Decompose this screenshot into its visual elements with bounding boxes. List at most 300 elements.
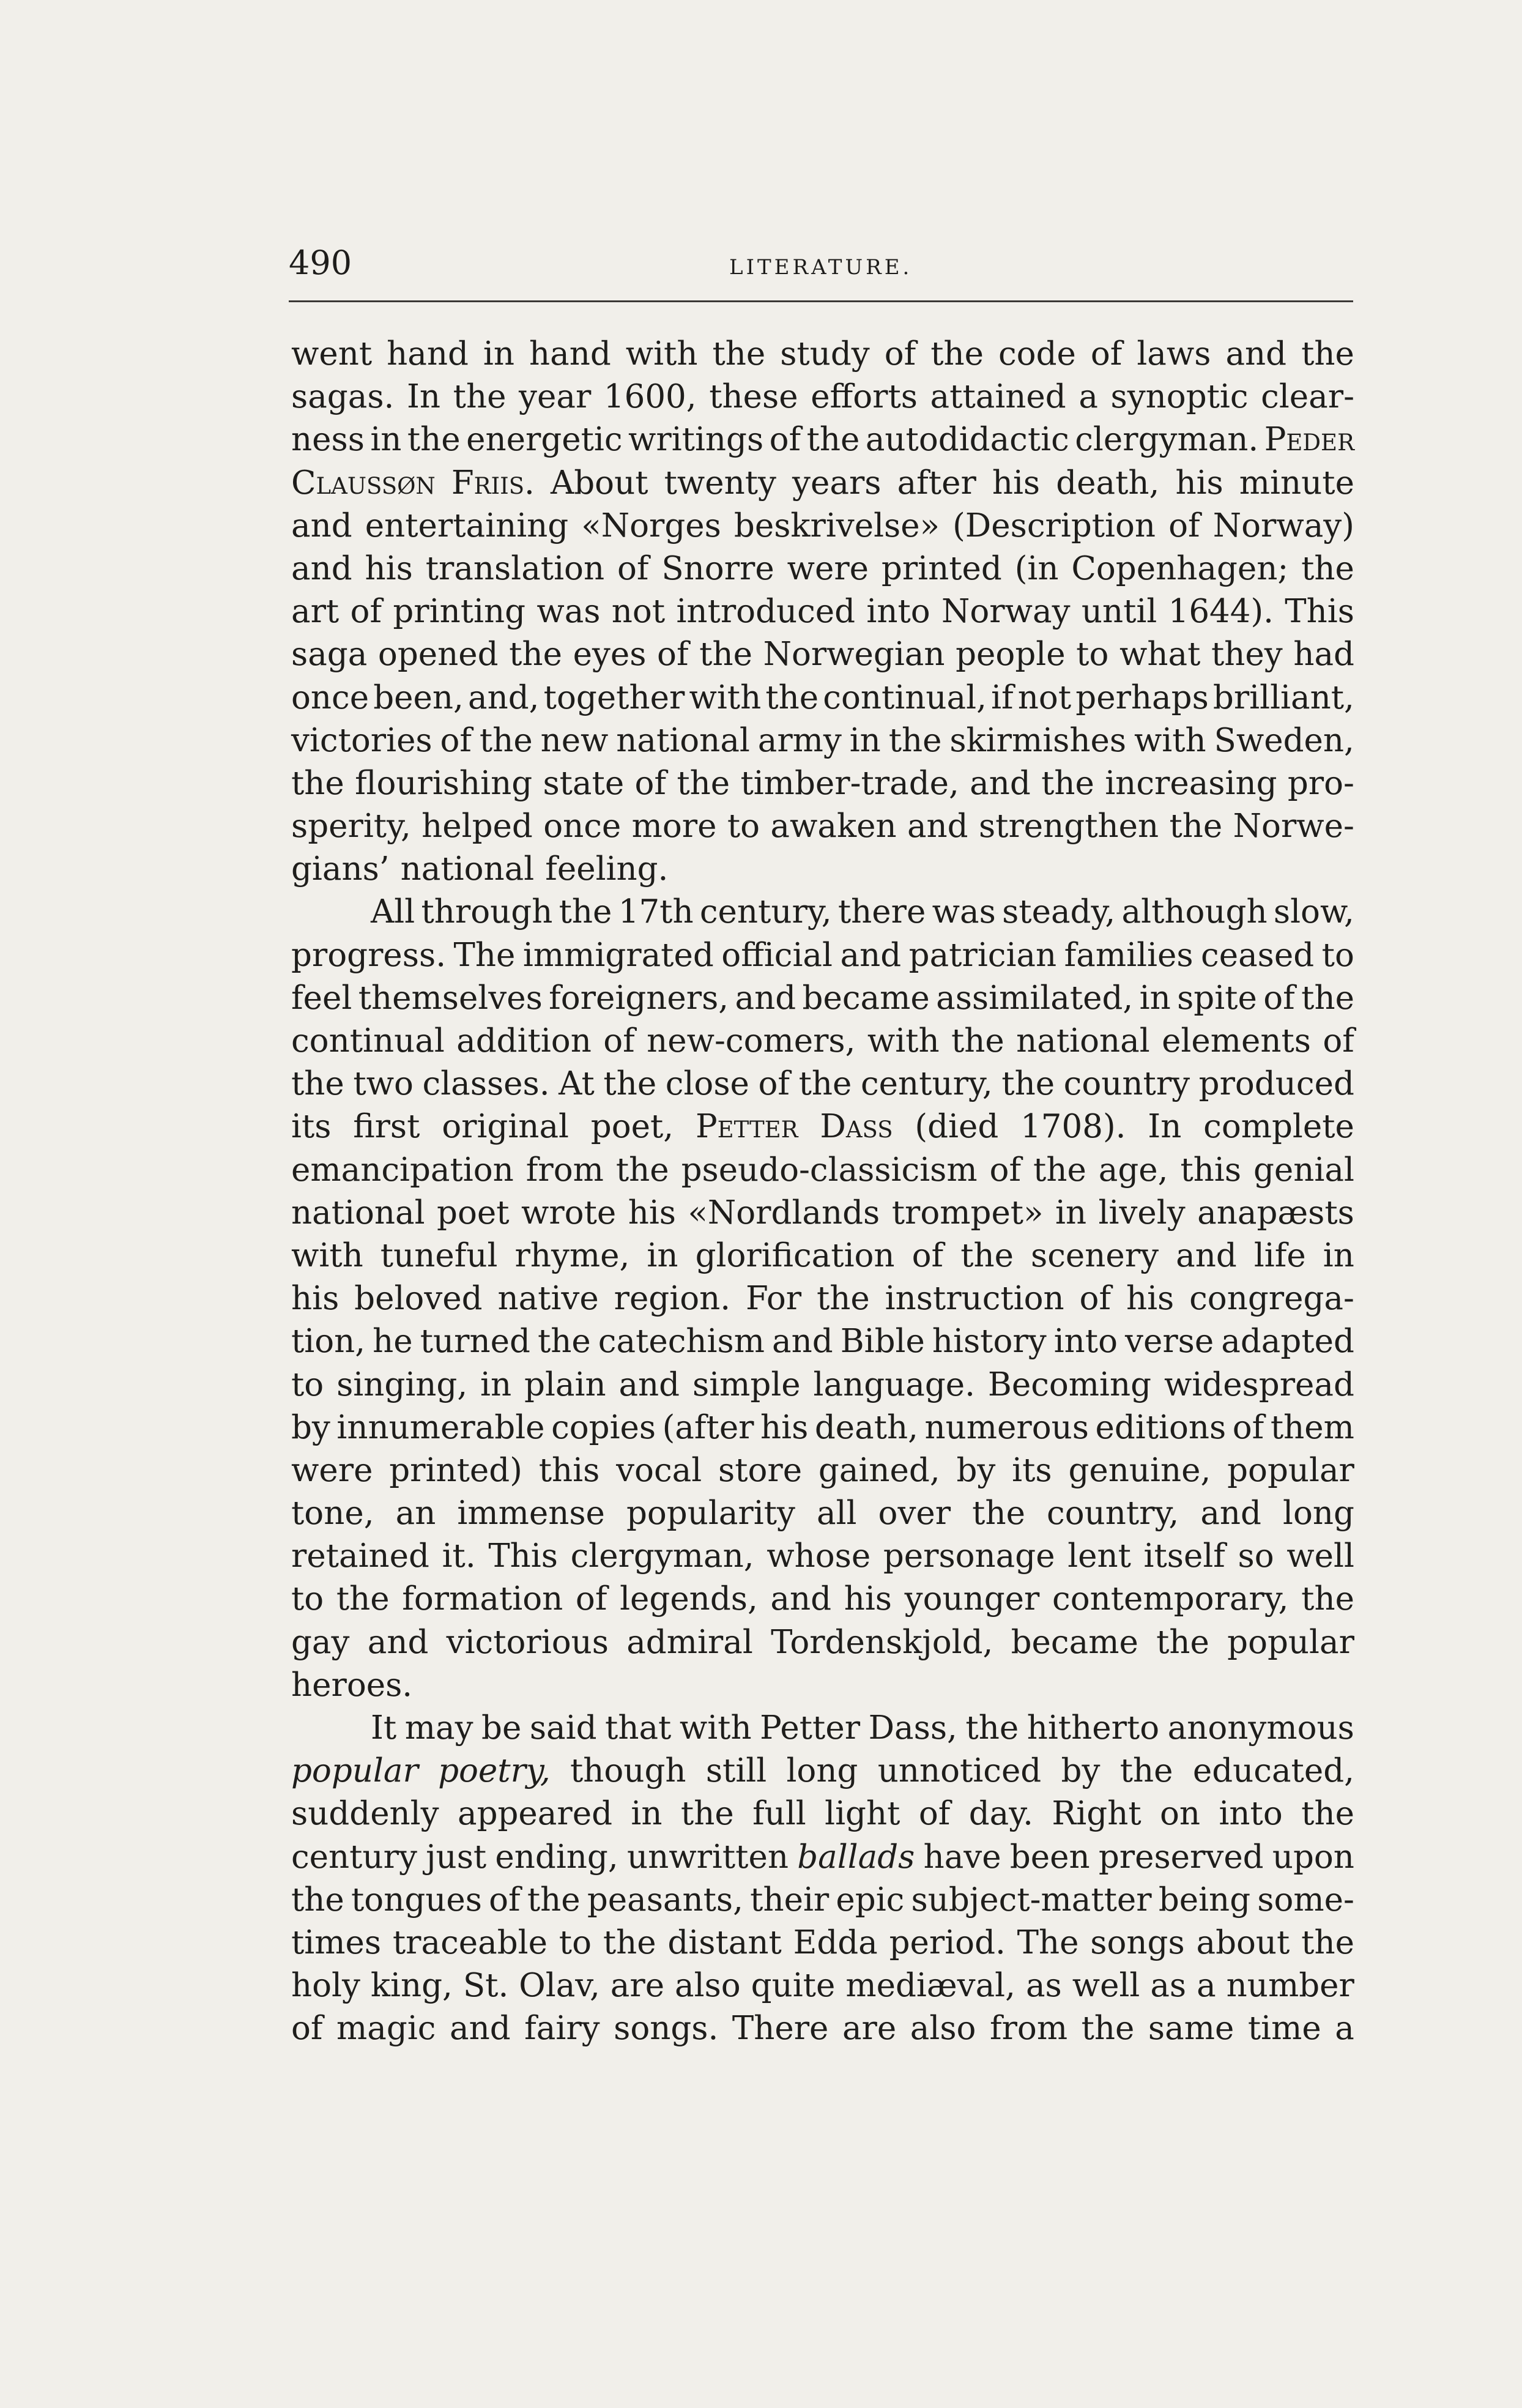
word: continual xyxy=(291,1022,445,1060)
word: formation xyxy=(402,1580,563,1618)
word: preserved xyxy=(1098,1838,1264,1876)
word: of xyxy=(1090,335,1123,373)
word: the xyxy=(699,636,752,674)
word: trompet» xyxy=(891,1194,1044,1232)
word: classes. xyxy=(422,1065,550,1103)
word: contemporary, xyxy=(1052,1580,1289,1618)
word: were xyxy=(291,1451,373,1489)
word: Edda xyxy=(793,1923,878,1961)
word: and xyxy=(771,1323,833,1361)
word: songs xyxy=(1090,1923,1185,1961)
word: some- xyxy=(1257,1881,1354,1919)
text-line xyxy=(291,1535,1354,1578)
word: they xyxy=(1211,636,1283,674)
word: what xyxy=(1119,636,1201,674)
word: was xyxy=(932,893,996,931)
word: store xyxy=(718,1451,803,1489)
word: been xyxy=(1009,1838,1090,1876)
word: of xyxy=(769,421,801,459)
word: printed) xyxy=(389,1451,522,1489)
word: into xyxy=(866,593,930,631)
word: from xyxy=(989,2010,1068,2048)
word: the xyxy=(336,1580,390,1618)
word: it. xyxy=(442,1537,476,1575)
word: «Norges xyxy=(581,507,721,544)
text-line xyxy=(291,1192,1354,1235)
word: Claussøn xyxy=(291,464,436,502)
word: the xyxy=(291,1881,344,1919)
word: entertaining xyxy=(365,507,569,544)
word: the xyxy=(960,1236,1014,1274)
word: about xyxy=(1196,1923,1290,1961)
word: life xyxy=(1253,1236,1306,1274)
word: to xyxy=(727,808,760,845)
word: history xyxy=(932,1323,1047,1361)
word: Snorre xyxy=(661,549,774,587)
word: new xyxy=(540,721,609,759)
word: twenty xyxy=(664,464,776,502)
word: code xyxy=(998,335,1076,373)
word: itself xyxy=(1143,1537,1225,1575)
text-line xyxy=(291,462,1354,505)
word: songs. xyxy=(614,2010,719,2048)
word: on xyxy=(1160,1795,1201,1833)
word: the xyxy=(603,1923,656,1961)
text-line xyxy=(291,376,1354,418)
word: Norway) xyxy=(1212,507,1354,544)
text-line xyxy=(291,418,1354,461)
word: the xyxy=(1001,1065,1055,1103)
word: gay xyxy=(291,1623,350,1661)
word: people xyxy=(956,636,1066,674)
page-header xyxy=(289,242,1353,302)
word: with xyxy=(625,335,698,373)
word: the xyxy=(479,721,533,759)
text-line xyxy=(291,977,1354,1020)
text-line xyxy=(291,1879,1354,1922)
word: the xyxy=(806,421,860,459)
word: In xyxy=(406,378,441,416)
word: epic xyxy=(836,1881,905,1919)
word: copies xyxy=(551,1408,656,1446)
word: his xyxy=(844,1580,893,1618)
word: sagas. xyxy=(291,378,395,416)
word: patrician xyxy=(908,936,1057,974)
word: to xyxy=(1076,636,1109,674)
word: also xyxy=(910,2010,976,2048)
word: the xyxy=(1169,808,1223,845)
word: adapted xyxy=(1221,1323,1354,1361)
word: of xyxy=(989,1151,1022,1189)
word: still xyxy=(705,1752,767,1790)
text-line xyxy=(291,333,1354,376)
word: It xyxy=(371,1709,397,1747)
word: ness xyxy=(291,421,365,459)
text-line xyxy=(291,1707,1354,1750)
word: well xyxy=(1072,1967,1140,2005)
word: if xyxy=(991,678,1014,716)
text-line xyxy=(291,805,1354,848)
word: catechism xyxy=(598,1323,765,1361)
word: victorious xyxy=(446,1623,609,1661)
word: assimilated, xyxy=(936,979,1134,1017)
word: Sweden, xyxy=(1214,721,1354,759)
word: steady, xyxy=(1002,893,1116,931)
word: language. xyxy=(813,1366,976,1403)
word: the xyxy=(291,1065,344,1103)
text-line xyxy=(291,1407,1354,1449)
word: poetry, xyxy=(438,1752,551,1790)
word: hand xyxy=(387,335,469,373)
word: the xyxy=(1301,1795,1354,1833)
text-line xyxy=(291,762,1354,805)
word: whose xyxy=(767,1537,871,1575)
word: flourishing xyxy=(355,764,533,802)
word: of xyxy=(291,2010,323,2048)
word: beskrivelse» xyxy=(733,507,940,544)
word: went xyxy=(291,335,373,373)
word: and xyxy=(907,808,968,845)
word: unwritten xyxy=(626,1838,789,1876)
word: same xyxy=(1148,2010,1234,2048)
text-line xyxy=(291,1364,1354,1407)
text-line xyxy=(291,2007,1354,2050)
word: 1600, xyxy=(603,378,697,416)
word: (Description xyxy=(952,507,1156,544)
word: being xyxy=(1158,1881,1251,1919)
word: genuine, xyxy=(1068,1451,1211,1489)
word: his xyxy=(992,464,1041,502)
word: About xyxy=(550,464,648,502)
word: new-comers, xyxy=(647,1022,856,1060)
word: the xyxy=(972,1495,1025,1533)
word: the xyxy=(537,1323,591,1361)
word: as xyxy=(1150,1967,1187,2005)
word: rhyme, xyxy=(514,1236,630,1274)
word: unnoticed xyxy=(877,1752,1042,1790)
word: year xyxy=(519,378,592,416)
word: Olav, xyxy=(519,1967,600,2005)
word: and, xyxy=(468,678,540,716)
body-text xyxy=(291,333,1354,2051)
word: over xyxy=(878,1495,951,1533)
word: Right xyxy=(1052,1795,1142,1833)
word: personage xyxy=(883,1537,1055,1575)
word: This xyxy=(1285,593,1354,631)
word: of xyxy=(1263,979,1295,1017)
word: study xyxy=(780,335,870,373)
word: as xyxy=(1025,1967,1062,2005)
word: there xyxy=(837,893,926,931)
word: have xyxy=(923,1838,1001,1876)
word: admiral xyxy=(626,1623,753,1661)
word: and xyxy=(735,979,796,1017)
word: gained, xyxy=(818,1451,940,1489)
word: day. xyxy=(968,1795,1034,1833)
word: (died xyxy=(915,1108,999,1146)
word: of xyxy=(603,1022,635,1060)
word: poet, xyxy=(590,1108,674,1146)
word: its xyxy=(1012,1451,1052,1489)
word: the xyxy=(930,335,984,373)
word: the xyxy=(559,893,612,931)
word: tone, xyxy=(291,1495,374,1533)
text-line xyxy=(291,1664,1354,1707)
word: awaken xyxy=(770,808,897,845)
word: the xyxy=(951,1022,1004,1060)
word: the xyxy=(527,1881,581,1919)
word: gians’ xyxy=(291,850,390,888)
word: and xyxy=(1200,1495,1261,1533)
word: with xyxy=(689,678,762,716)
word: Petter xyxy=(760,1709,861,1747)
word: Dass xyxy=(820,1108,893,1146)
word: progress. xyxy=(291,936,447,974)
word: families xyxy=(1064,936,1193,974)
word: to xyxy=(559,1923,592,1961)
word: not xyxy=(1017,678,1072,716)
word: national xyxy=(400,850,535,888)
text-line xyxy=(291,934,1354,977)
word: first xyxy=(353,1108,420,1146)
word: There xyxy=(732,2010,829,2048)
word: the xyxy=(1301,1580,1354,1618)
text-line xyxy=(291,1621,1354,1664)
text-line xyxy=(291,1793,1354,1835)
word: complete xyxy=(1203,1108,1354,1146)
word: death, xyxy=(1056,464,1160,502)
page-number: 490 xyxy=(289,243,352,282)
word: upon xyxy=(1272,1838,1354,1876)
word: of xyxy=(634,764,667,802)
word: to xyxy=(1321,936,1354,974)
word: Petter xyxy=(695,1108,798,1146)
word: «Nordlands xyxy=(688,1194,880,1232)
word: his xyxy=(365,549,413,587)
word: them xyxy=(1270,1408,1354,1446)
word: anonymous xyxy=(1167,1709,1354,1747)
word: the xyxy=(1041,764,1094,802)
word: his xyxy=(291,1280,340,1318)
word: immense xyxy=(457,1495,605,1533)
word: long xyxy=(1283,1495,1354,1533)
word: are xyxy=(610,1967,665,2005)
word: in xyxy=(1323,1236,1354,1274)
word: pseudo-classicism xyxy=(681,1151,978,1189)
word: in xyxy=(631,1795,663,1833)
word: so xyxy=(1238,1537,1274,1575)
word: perhaps xyxy=(1075,678,1209,716)
word: Tordenskjold, xyxy=(771,1623,993,1661)
word: in xyxy=(647,1236,678,1274)
word: the xyxy=(1156,1623,1209,1661)
word: by xyxy=(956,1451,996,1489)
word: age, xyxy=(1098,1151,1168,1189)
word: increasing xyxy=(1105,764,1277,802)
word: Peder xyxy=(1264,421,1354,459)
word: may xyxy=(404,1709,473,1747)
word: close xyxy=(665,1065,749,1103)
word: death, xyxy=(814,1408,919,1446)
word: and xyxy=(618,1366,680,1403)
word: the xyxy=(798,1065,852,1103)
word: of xyxy=(1168,507,1200,544)
text-line xyxy=(291,848,1354,891)
word: period. xyxy=(889,1923,1006,1961)
word: well xyxy=(1286,1537,1354,1575)
word: army xyxy=(757,721,842,759)
word: the xyxy=(677,764,730,802)
word: said xyxy=(529,1709,597,1747)
word: Copenhagen; xyxy=(1071,549,1289,587)
word: spite xyxy=(1177,979,1257,1017)
word: years xyxy=(792,464,882,502)
word: skirmishes xyxy=(949,721,1127,759)
word: and xyxy=(840,936,902,974)
word: glorification xyxy=(695,1236,895,1274)
text-line xyxy=(291,548,1354,590)
word: his xyxy=(1175,464,1223,502)
word: a xyxy=(1335,2010,1354,2048)
word: subject-matter xyxy=(911,1881,1152,1919)
word: the xyxy=(1033,1151,1086,1189)
running-head: LITERATURE. xyxy=(729,255,913,280)
word: printing xyxy=(393,593,526,631)
word: quite xyxy=(751,1967,836,2005)
word: time xyxy=(1247,2010,1321,2048)
word: the xyxy=(1081,2010,1135,2048)
word: the xyxy=(407,421,461,459)
word: of xyxy=(884,335,916,373)
word: his xyxy=(760,1408,809,1446)
word: century, xyxy=(699,893,832,931)
word: he xyxy=(373,1323,413,1361)
word: full xyxy=(752,1795,806,1833)
word: vocal xyxy=(616,1451,702,1489)
word: distant xyxy=(667,1923,782,1961)
word: in xyxy=(480,1366,512,1403)
word: of xyxy=(1079,1280,1112,1318)
word: lent xyxy=(1067,1537,1131,1575)
text-line xyxy=(291,1235,1354,1277)
word: the xyxy=(816,1280,870,1318)
text-line xyxy=(291,590,1354,633)
word: in xyxy=(483,335,514,373)
word: though xyxy=(570,1752,686,1790)
word: (in xyxy=(1014,549,1059,587)
word: genial xyxy=(1253,1151,1354,1189)
word: of xyxy=(1323,1022,1354,1060)
word: writings xyxy=(628,421,764,459)
word: emancipation xyxy=(291,1151,514,1189)
word: Dass, xyxy=(868,1709,957,1747)
word: the xyxy=(712,335,766,373)
word: timber-trade, xyxy=(740,764,959,802)
word: simple xyxy=(692,1366,801,1403)
word: clergyman, xyxy=(570,1537,754,1575)
word: energetic xyxy=(466,421,623,459)
word: of xyxy=(489,1881,521,1919)
paragraph xyxy=(291,1707,1354,2051)
word: a xyxy=(1197,1967,1216,2005)
word: 17th xyxy=(618,893,694,931)
word: addition xyxy=(456,1022,592,1060)
word: feel xyxy=(291,979,352,1017)
word: foreigners, xyxy=(549,979,729,1017)
word: of xyxy=(911,1236,944,1274)
word: the xyxy=(1301,335,1354,373)
word: tion, xyxy=(291,1323,366,1361)
word: the xyxy=(453,378,507,416)
word: fairy xyxy=(524,2010,600,2048)
word: wrote xyxy=(521,1194,617,1232)
word: an xyxy=(395,1495,436,1533)
word: state xyxy=(543,764,625,802)
text-line xyxy=(291,1020,1354,1063)
word: innumerable xyxy=(336,1408,545,1446)
word: the xyxy=(1301,979,1354,1017)
word: This xyxy=(488,1537,558,1575)
word: this xyxy=(1180,1151,1242,1189)
word: of xyxy=(350,593,382,631)
word: Bible xyxy=(840,1323,925,1361)
word: traceable xyxy=(392,1923,548,1961)
text-line xyxy=(291,1922,1354,1964)
word: this xyxy=(538,1451,600,1489)
word: anapæsts xyxy=(1197,1194,1354,1232)
word: attained xyxy=(930,378,1066,416)
word: brilliant, xyxy=(1212,678,1354,716)
word: not xyxy=(611,593,666,631)
word: the xyxy=(1301,1923,1354,1961)
word: country xyxy=(1063,1065,1190,1103)
text-line xyxy=(291,1578,1354,1621)
word: into xyxy=(1219,1795,1283,1833)
word: Friis. xyxy=(451,464,535,502)
word: and xyxy=(367,1623,429,1661)
word: turned xyxy=(420,1323,530,1361)
word: that xyxy=(605,1709,672,1747)
text-line xyxy=(291,891,1354,934)
word: (after xyxy=(662,1408,754,1446)
word: of xyxy=(657,636,689,674)
word: clear- xyxy=(1261,378,1354,416)
word: instruction xyxy=(885,1280,1064,1318)
word: slow, xyxy=(1273,893,1354,931)
word: with xyxy=(867,1022,940,1060)
word: congrega- xyxy=(1189,1280,1354,1318)
text-line xyxy=(291,719,1354,762)
word: were xyxy=(787,549,869,587)
word: retained xyxy=(291,1537,429,1575)
word: plain xyxy=(524,1366,606,1403)
word: holy xyxy=(291,1967,360,2005)
word: Norway xyxy=(941,593,1071,631)
word: the xyxy=(1119,1752,1173,1790)
word: its xyxy=(291,1108,332,1146)
word: Norwe- xyxy=(1233,808,1354,845)
word: native xyxy=(497,1280,599,1318)
word: ceased xyxy=(1201,936,1315,974)
word: with xyxy=(1134,721,1206,759)
word: opened xyxy=(377,636,499,674)
word: lively xyxy=(1098,1194,1186,1232)
word: St. xyxy=(462,1967,509,2005)
word: The xyxy=(1017,1923,1079,1961)
word: through xyxy=(421,893,553,931)
word: Norwegian xyxy=(763,636,945,674)
text-line xyxy=(291,505,1354,548)
